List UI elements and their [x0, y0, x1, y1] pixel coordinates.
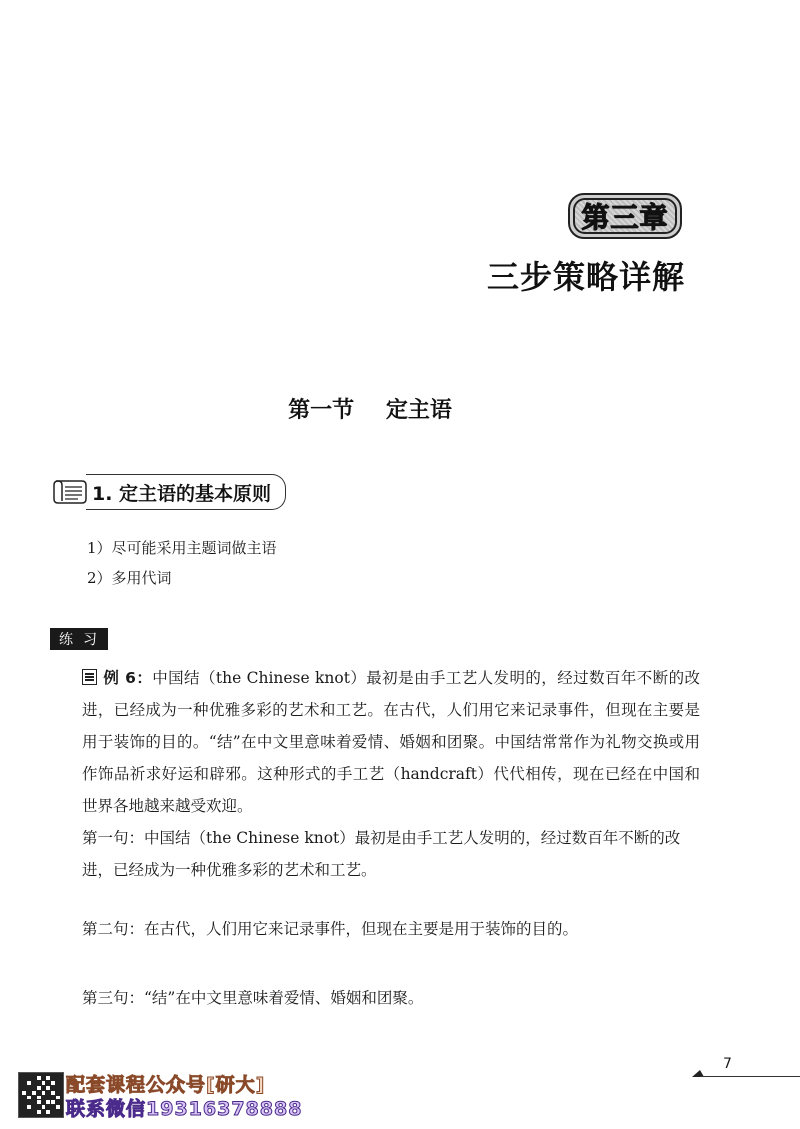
qr-code-icon — [18, 1072, 64, 1118]
sentence-1-text: 第一句：中国结（the Chinese knot）最初是由手工艺人发明的，经过数百年不断的改进，已经成为一种优雅多彩的艺术和工艺。 — [82, 829, 681, 879]
practice-badge: 练习 — [50, 628, 108, 650]
scroll-icon — [50, 477, 90, 507]
example-text: 中国结（the Chinese knot）最初是由手工艺人发明的，经过数百年不断的改进，已经成为一种优雅多彩的艺术和工艺。在古代，人们用它来记录事件，但现在主要是用于装饰的目的。“结”在中文里意味着爱情、婚姻和团聚。中国结常常作为礼物交换或用作饰品祈求好运和辟邪。这种形式的手工艺（handcraft）代代相传，现在已经在中国和世界各地越来越受欢迎。 — [82, 669, 700, 815]
section-heading — [0, 393, 740, 424]
chapter-title: 三步策略详解 — [486, 258, 685, 296]
section-number: 第一节 — [288, 398, 355, 423]
subsection-heading — [50, 473, 286, 511]
example-label: 例 6： — [103, 669, 153, 687]
sentence-2: 第二句：在古代，人们用它来记录事件，但现在主要是用于装饰的目的。 — [82, 920, 579, 938]
rule-item-1: 1）尽可能采用主题词做主语 — [87, 539, 277, 557]
chapter-label: 第三章 — [581, 201, 669, 234]
page-number-rule — [700, 1076, 800, 1077]
rule-item-2: 2）多用代词 — [87, 569, 172, 587]
section-title: 定主语 — [385, 398, 452, 423]
watermark-line-1: 配套课程公众号[研大] — [66, 1074, 266, 1096]
subsection-title: 1. 定主语的基本原则 — [92, 482, 272, 505]
sentence-3: 第三句：“结”在中文里意味着爱情、婚姻和团聚。 — [82, 989, 424, 1007]
page-number: 7 — [723, 1056, 732, 1072]
chapter-badge-frame — [573, 198, 677, 234]
chapter-badge — [568, 193, 682, 239]
example-paragraph — [50, 662, 700, 822]
subsection-title-box — [86, 474, 286, 510]
watermark-line-2: 联系微信19316378888 — [66, 1098, 303, 1120]
sentence-1 — [50, 822, 700, 886]
example-icon — [82, 669, 97, 685]
